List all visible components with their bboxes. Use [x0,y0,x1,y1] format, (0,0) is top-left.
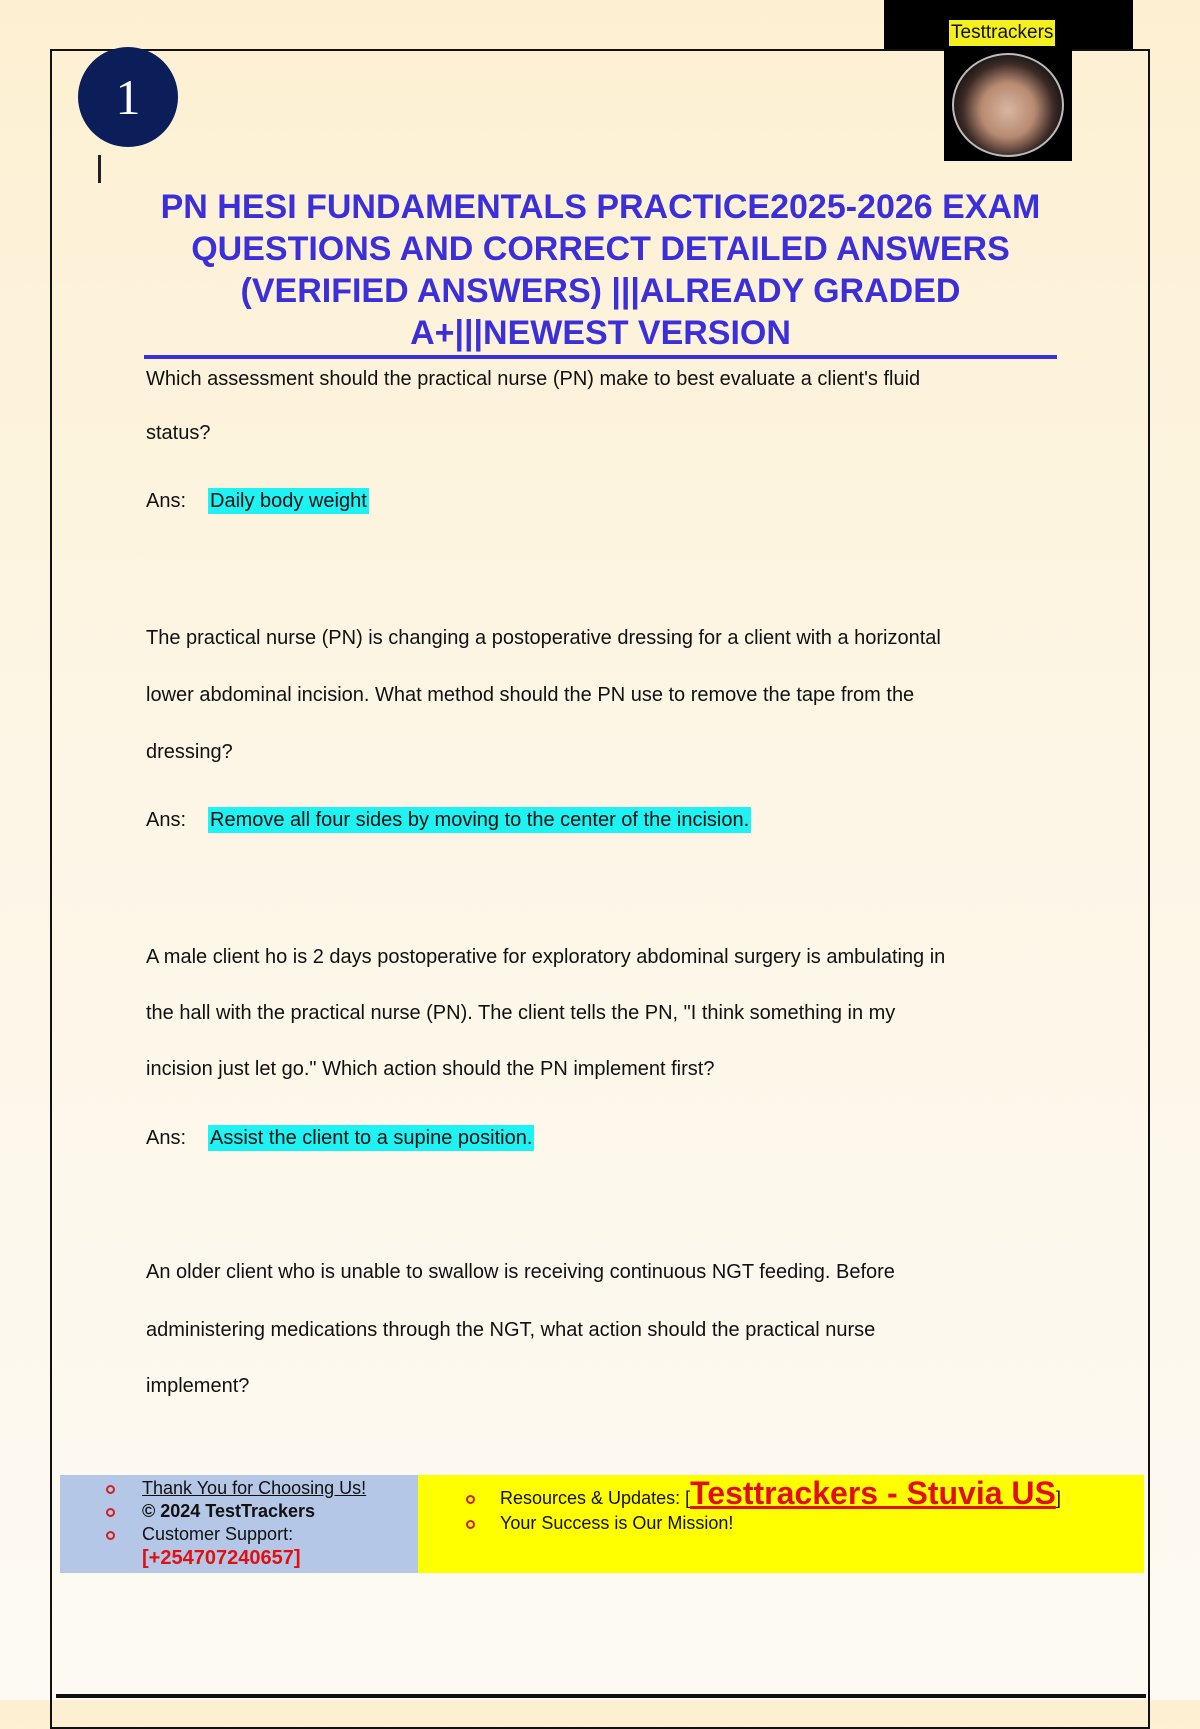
avatar [944,49,1072,161]
text-cursor [98,155,101,183]
question-2-line-1: The practical nurse (PN) is changing a postoperative dressing for a client with a horizontal [146,627,941,649]
answer-label: Ans: [146,490,187,512]
support-label: Customer Support: [142,1524,294,1544]
bullet-icon [106,1531,115,1540]
bullet-icon [106,1508,115,1517]
question-3-line-3: incision just let go." Which action should the PN implement first? [146,1058,715,1080]
brand-label: Testtrackers [949,20,1055,46]
avatar-image [952,53,1064,157]
question-4-line-1: An older client who is unable to swallow is receiving continuous NGT feeding. Before [146,1261,895,1283]
answer-3: Assist the client to a supine position. [210,1127,533,1149]
resources-label: Resources & Updates: [ [500,1488,691,1508]
page-number-badge: 1 [78,47,178,147]
question-3-line-1: A male client ho is 2 days postoperative for exploratory abdominal surgery is ambulating in [146,946,946,968]
support-phone[interactable]: [+254707240657] [142,1547,301,1569]
answer-1: Daily body weight [210,490,367,512]
question-1-line-2: status? [146,422,211,444]
thanks-link[interactable]: Thank You for Choosing Us! [142,1478,367,1498]
footer-right-panel [418,1475,1144,1573]
copyright: © 2024 TestTrackers [142,1501,316,1521]
question-4-line-3: implement? [146,1375,250,1397]
stuvia-link[interactable]: Testtrackers - Stuvia US [690,1475,1056,1511]
page-bottom-rule [56,1694,1146,1698]
title-underline [144,355,1057,359]
document-title: PN HESI FUNDAMENTALS PRACTICE2025-2026 EXAM QUESTIONS AND CORRECT DETAILED ANSWERS (VERIFIED ANSWERS) |||ALREADY GRADED A+|||NEWEST VERSION [160,188,1041,352]
footer-left-panel [60,1475,418,1573]
bullet-icon [106,1485,115,1494]
mission-text: Your Success is Our Mission! [500,1513,734,1533]
resources-bracket: ] [1055,1488,1061,1508]
question-4-line-2: administering medications through the NGT, what action should the practical nurse [146,1319,876,1341]
question-3-line-2: the hall with the practical nurse (PN). The client tells the PN, "I think something in my [146,1002,896,1024]
answer-2: Remove all four sides by moving to the center of the incision. [210,809,750,831]
question-1-line-1: Which assessment should the practical nurse (PN) make to best evaluate a client's fluid [146,368,921,390]
bullet-icon [466,1495,475,1504]
answer-label: Ans: [146,1127,187,1149]
answer-label: Ans: [146,809,187,831]
question-2-line-2: lower abdominal incision. What method should the PN use to remove the tape from the [146,684,915,706]
bullet-icon [466,1520,475,1529]
question-2-line-3: dressing? [146,741,233,763]
